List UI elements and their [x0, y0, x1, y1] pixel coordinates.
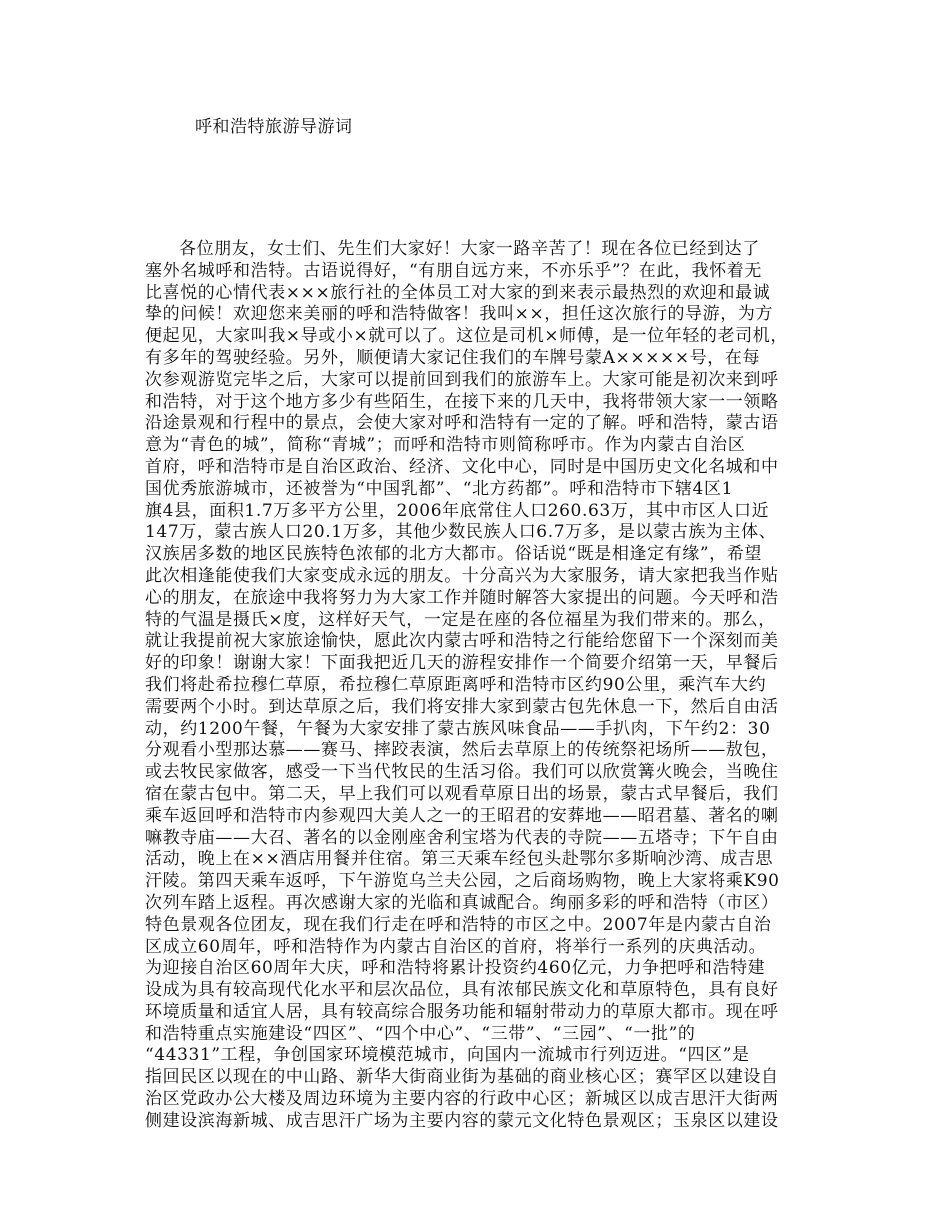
paragraph-line: 旗4县，面积1.7万多平方公里，2006年底常住人口260.63万，其中市区人口近 — [145, 500, 770, 521]
paragraph-line: 特色景观各位团友，现在我们行走在呼和浩特的市区之中。2007年是内蒙古自治 — [145, 914, 772, 935]
paragraph-line: 147万，蒙古族人口20.1万多，其他少数民族人口6.7万多，是以蒙古族为主体、 — [145, 522, 777, 543]
paragraph-line: 设成为具有较高现代化水平和层次品位，具有浓郁民族文化和草原特色，具有良好 — [145, 980, 779, 1001]
document-body — [145, 239, 825, 1133]
paragraph-line: 就让我提前祝大家旅途愉快，愿此次内蒙古呼和浩特之行能给您留下一个深刻而美 — [145, 631, 779, 652]
paragraph-line: “44331”工程，争创国家环境模范城市，向国内一流城市行列迈进。“四区”是 — [145, 1045, 750, 1066]
paragraph-line: 心的朋友，在旅途中我将努力为大家工作并随时解答大家提出的问题。今天呼和浩 — [145, 587, 779, 608]
paragraph-line: 治区党政办公大楼及周边环境为主要内容的行政中心区；新城区以成吉思汗大街两 — [145, 1089, 779, 1110]
paragraph-line: 汉族居多数的地区民族特色浓郁的北方大都市。俗话说“既是相逢定有缘”，希望 — [145, 544, 762, 565]
paragraph-line: 沿途景观和行程中的景点，会使大家对呼和浩特有一定的了解。呼和浩特，蒙古语 — [145, 413, 779, 434]
paragraph-line: 次列车踏上返程。再次感谢大家的光临和真诚配合。绚丽多彩的呼和浩特（市区） — [145, 892, 779, 913]
paragraph-line: 意为“青色的城”，简称“青城”；而呼和浩特市则简称呼市。作为内蒙古自治区 — [145, 435, 746, 456]
paragraph-line: 区成立60周年，呼和浩特作为内蒙古自治区的首府，将举行一系列的庆典活动。 — [145, 936, 767, 957]
paragraph-line: 次参观游览完毕之后，大家可以提前回到我们的旅游车上。大家可能是初次来到呼 — [145, 369, 779, 390]
paragraph-line: 国优秀旅游城市，还被誉为“中国乳都”、“北方药都”。呼和浩特市下辖4区1 — [145, 478, 733, 499]
paragraph-line: 和浩特重点实施建设“四区”、“四个中心”、“三带”、“三园”、“一批”的 — [145, 1023, 696, 1044]
paragraph-first-line: 各位朋友，女士们、先生们大家好！大家一路辛苦了！现在各位已经到达了 — [179, 239, 760, 259]
paragraph-line: 分观看小型那达慕——赛马、摔跤表演，然后去草原上的传统祭祀场所——敖包， — [145, 740, 779, 761]
paragraph-line: 此次相逢能使我们大家变成永远的朋友。十分高兴为大家服务，请大家把我当作贴 — [145, 565, 779, 586]
paragraph-line: 塞外名城呼和浩特。古语说得好，“有朋自远方来，不亦乐乎”？在此，我怀着无 — [145, 260, 762, 281]
paragraph-line: 和浩特，对于这个地方多少有些陌生，在接下来的几天中，我将带领大家一一领略 — [145, 391, 779, 412]
paragraph-line: 活动，晚上在××酒店用餐并住宿。第三天乘车经包头赴鄂尔多斯响沙湾、成吉思 — [145, 849, 774, 870]
paragraph-line: 嘛教寺庙——大召、著名的以金刚座舍利宝塔为代表的寺院——五塔寺；下午自由 — [145, 827, 779, 848]
paragraph-line: 为迎接自治区60周年大庆，呼和浩特将累计投资约460亿元，力争把呼和浩特建 — [145, 958, 766, 979]
paragraph-line: 或去牧民家做客，感受一下当代牧民的生活习俗。我们可以欣赏篝火晚会，当晚住 — [145, 762, 779, 783]
paragraph-line: 首府，呼和浩特市是自治区政治、经济、文化中心，同时是中国历史文化名城和中 — [145, 456, 779, 477]
paragraph-line: 宿在蒙古包中。第二天，早上我们可以观看草原日出的场景，蒙古式早餐后，我们 — [145, 783, 779, 804]
paragraph-line: 有多年的驾驶经验。另外，顺便请大家记住我们的车牌号蒙A×××××号，在每 — [145, 347, 761, 368]
paragraph-line: 挚的问候！欢迎您来美丽的呼和浩特做客！我叫××，担任这次旅行的导游，为方 — [145, 304, 774, 325]
document-title: 呼和浩特旅游导游词 — [195, 117, 353, 137]
paragraph-line: 乘车返回呼和浩特市内参观四大美人之一的王昭君的安葬地——昭君墓、著名的喇 — [145, 805, 779, 826]
paragraph-line: 便起见，大家叫我×导或小×就可以了。这位是司机×师傅，是一位年轻的老司机， — [145, 326, 788, 347]
paragraph-line: 侧建设滨海新城、成吉思汗广场为主要内容的蒙元文化特色景观区；玉泉区以建设 — [145, 1110, 779, 1131]
paragraph-line: 我们将赴希拉穆仁草原，希拉穆仁草原距离呼和浩特市区约90公里，乘汽车大约 — [145, 674, 767, 695]
paragraph-line: 汗陵。第四天乘车返呼，下午游览乌兰夫公园，之后商场购物，晚上大家将乘K90 — [145, 871, 780, 892]
paragraph-line: 好的印象！谢谢大家！下面我把近几天的游程安排作一个简要介绍第一天，早餐后 — [145, 653, 779, 674]
paragraph-line: 需要两个小时。到达草原之后，我们将安排大家到蒙古包先休息一下，然后自由活 — [145, 696, 779, 717]
paragraph-line: 动，约1200午餐，午餐为大家安排了蒙古族风味食品——手扒肉，下午约2：30 — [145, 718, 771, 739]
paragraph-line: 指回民区以现在的中山路、新华大街商业街为基础的商业核心区；赛罕区以建设自 — [145, 1067, 779, 1088]
paragraph-line: 特的气温是摄氏×度，这样好天气，一定是在座的各位福星为我们带来的。那么， — [145, 609, 776, 630]
paragraph-line: 比喜悦的心情代表×××旅行社的全体员工对大家的到来表示最热烈的欢迎和最诚 — [145, 282, 771, 303]
paragraph-line: 环境质量和适宜人居，具有较高综合服务功能和辐射带动力的草原大都市。现在呼 — [145, 1001, 779, 1022]
